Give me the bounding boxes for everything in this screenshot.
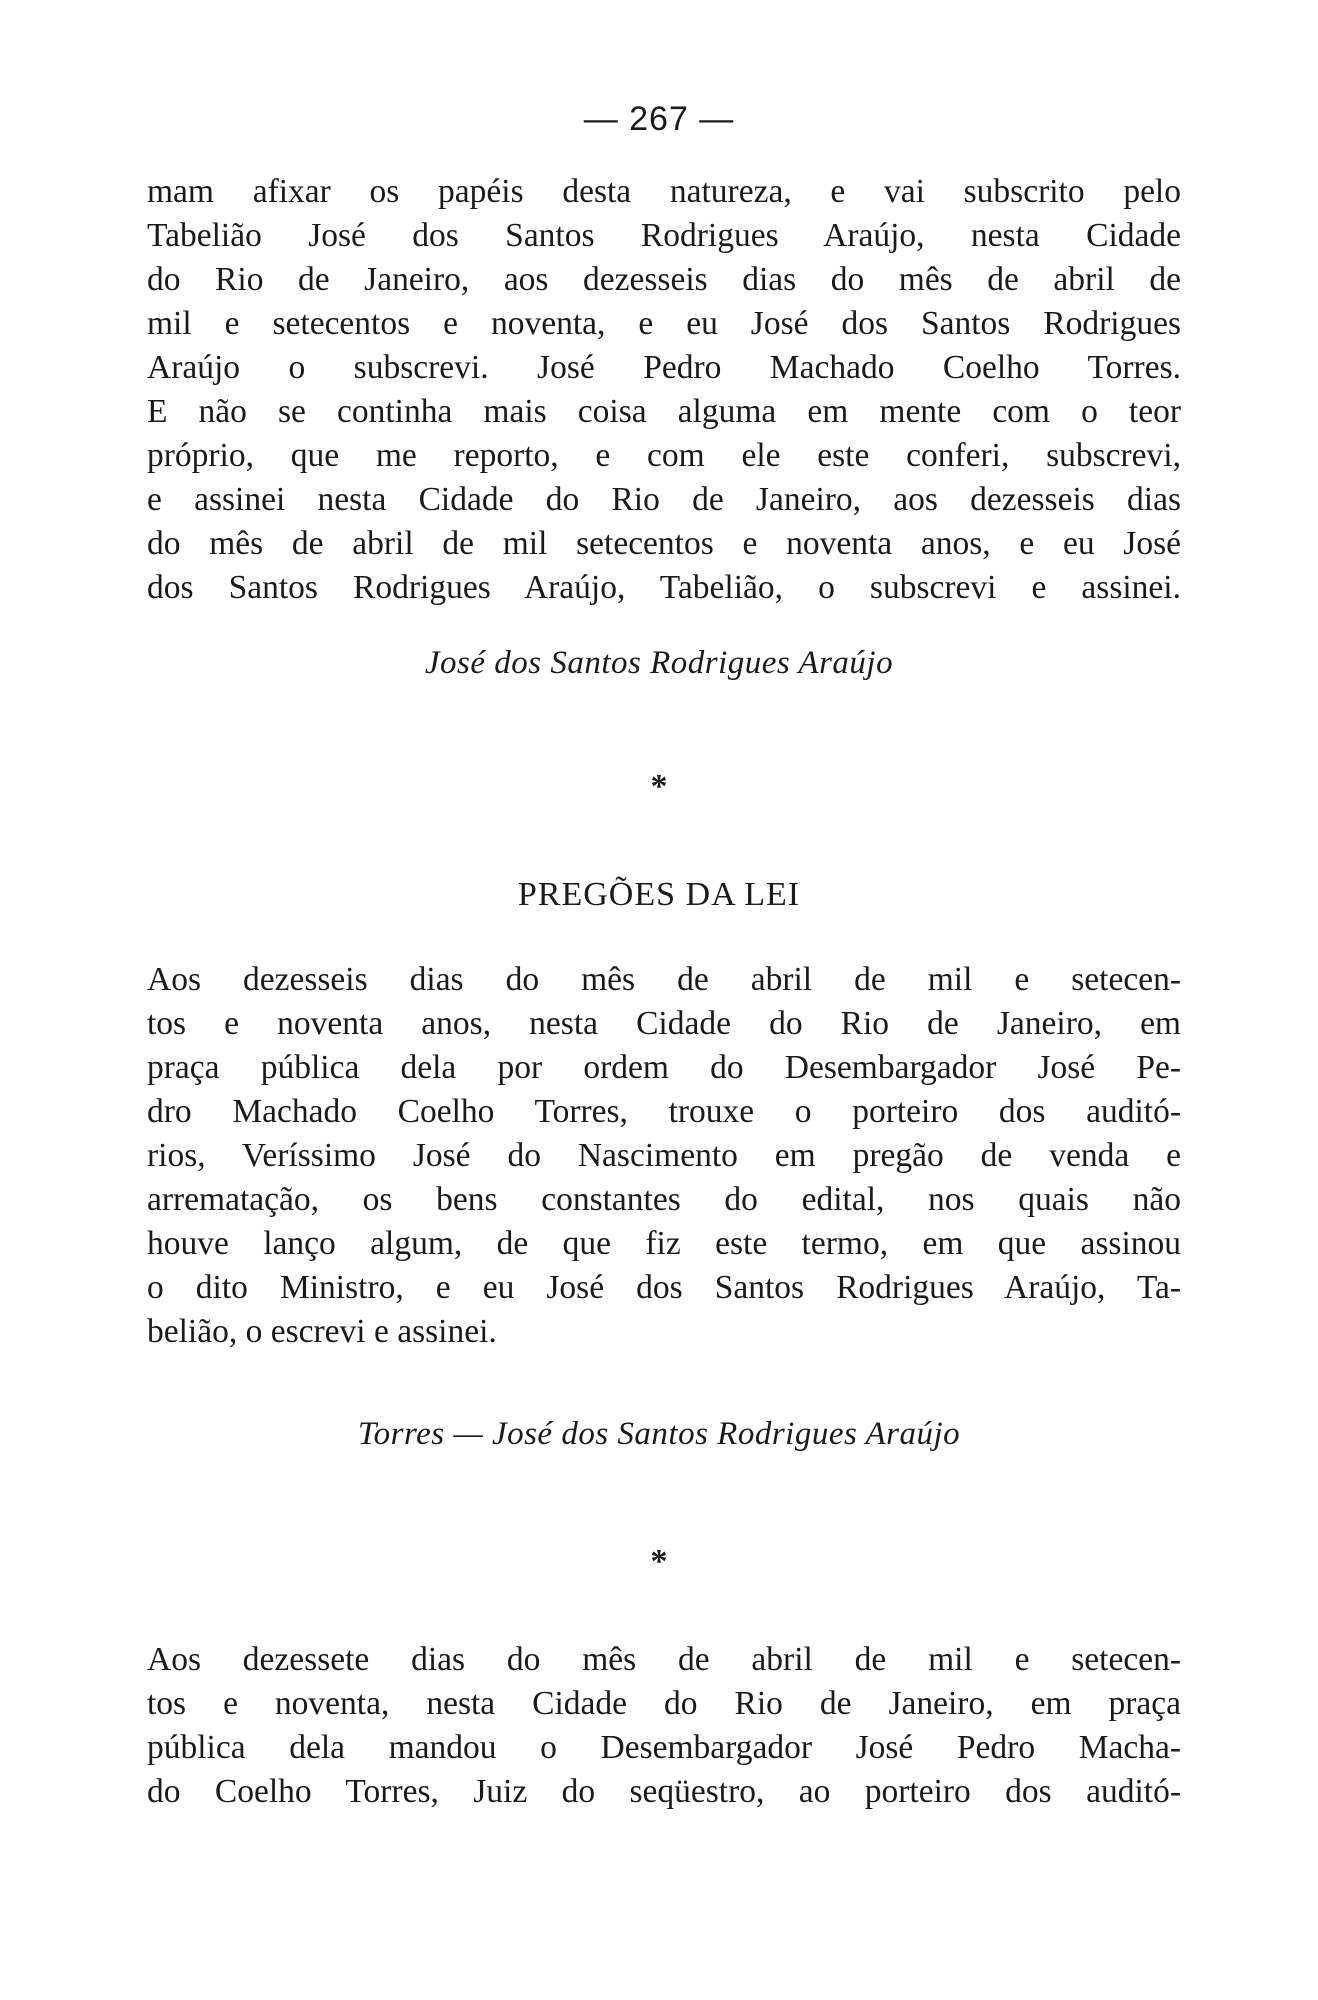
section-separator-asterisk: * xyxy=(650,1543,668,1580)
paragraph-1-line: mil e setecentos e noventa, e eu José dos Santos Rodrigues xyxy=(147,305,1181,342)
section-heading: PREGÕES DA LEI xyxy=(517,876,801,913)
paragraph-1-line: do mês de abril de mil setecentos e noventa anos, e eu José xyxy=(147,525,1181,562)
paragraph-2-line: o dito Ministro, e eu José dos Santos Rodrigues Araújo, Ta- xyxy=(147,1269,1181,1306)
paragraph-3-line: do Coelho Torres, Juiz do seqüestro, ao porteiro dos auditó- xyxy=(147,1773,1181,1810)
paragraph-3-line: Aos dezessete dias do mês de abril de mil e setecen- xyxy=(147,1641,1181,1678)
paragraph-1-line: dos Santos Rodrigues Araújo, Tabelião, o subscrevi e assinei. xyxy=(147,569,1181,606)
page-number: — 267 — xyxy=(583,100,735,138)
paragraph-1-line: E não se continha mais coisa alguma em mente com o teor xyxy=(147,393,1181,430)
paragraph-2-line: arrematação, os bens constantes do edital, nos quais não xyxy=(147,1181,1181,1218)
paragraph-1-line: e assinei nesta Cidade do Rio de Janeiro, aos dezesseis dias xyxy=(147,481,1181,518)
paragraph-1-line: mam afixar os papéis desta natureza, e vai subscrito pelo xyxy=(147,173,1181,210)
signature-torres-araujo: Torres — José dos Santos Rodrigues Araújo xyxy=(357,1416,961,1452)
paragraph-2-line: tos e noventa anos, nesta Cidade do Rio de Janeiro, em xyxy=(147,1005,1181,1042)
paragraph-1-line: próprio, que me reporto, e com ele este conferi, subscrevi, xyxy=(147,437,1181,474)
section-separator-asterisk: * xyxy=(650,768,668,805)
signature-araujo: José dos Santos Rodrigues Araújo xyxy=(424,645,894,681)
paragraph-2-line: praça pública dela por ordem do Desembargador José Pe- xyxy=(147,1049,1181,1086)
paragraph-1-line: Araújo o subscrevi. José Pedro Machado Coelho Torres. xyxy=(147,349,1181,386)
paragraph-2-line: Aos dezesseis dias do mês de abril de mil e setecen- xyxy=(147,961,1181,998)
paragraph-2-line: belião, o escrevi e assinei. xyxy=(147,1313,497,1350)
paragraph-1-line: do Rio de Janeiro, aos dezesseis dias do mês de abril de xyxy=(147,261,1181,298)
paragraph-2-line: houve lanço algum, de que fiz este termo, em que assinou xyxy=(147,1225,1181,1262)
paragraph-1-line: Tabelião José dos Santos Rodrigues Araújo, nesta Cidade xyxy=(147,217,1181,254)
paragraph-3-line: tos e noventa, nesta Cidade do Rio de Janeiro, em praça xyxy=(147,1685,1181,1722)
paragraph-2-line: rios, Veríssimo José do Nascimento em pregão de venda e xyxy=(147,1137,1181,1174)
paragraph-3-line: pública dela mandou o Desembargador José Pedro Macha- xyxy=(147,1729,1181,1766)
paragraph-2-line: dro Machado Coelho Torres, trouxe o porteiro dos auditó- xyxy=(147,1093,1181,1130)
